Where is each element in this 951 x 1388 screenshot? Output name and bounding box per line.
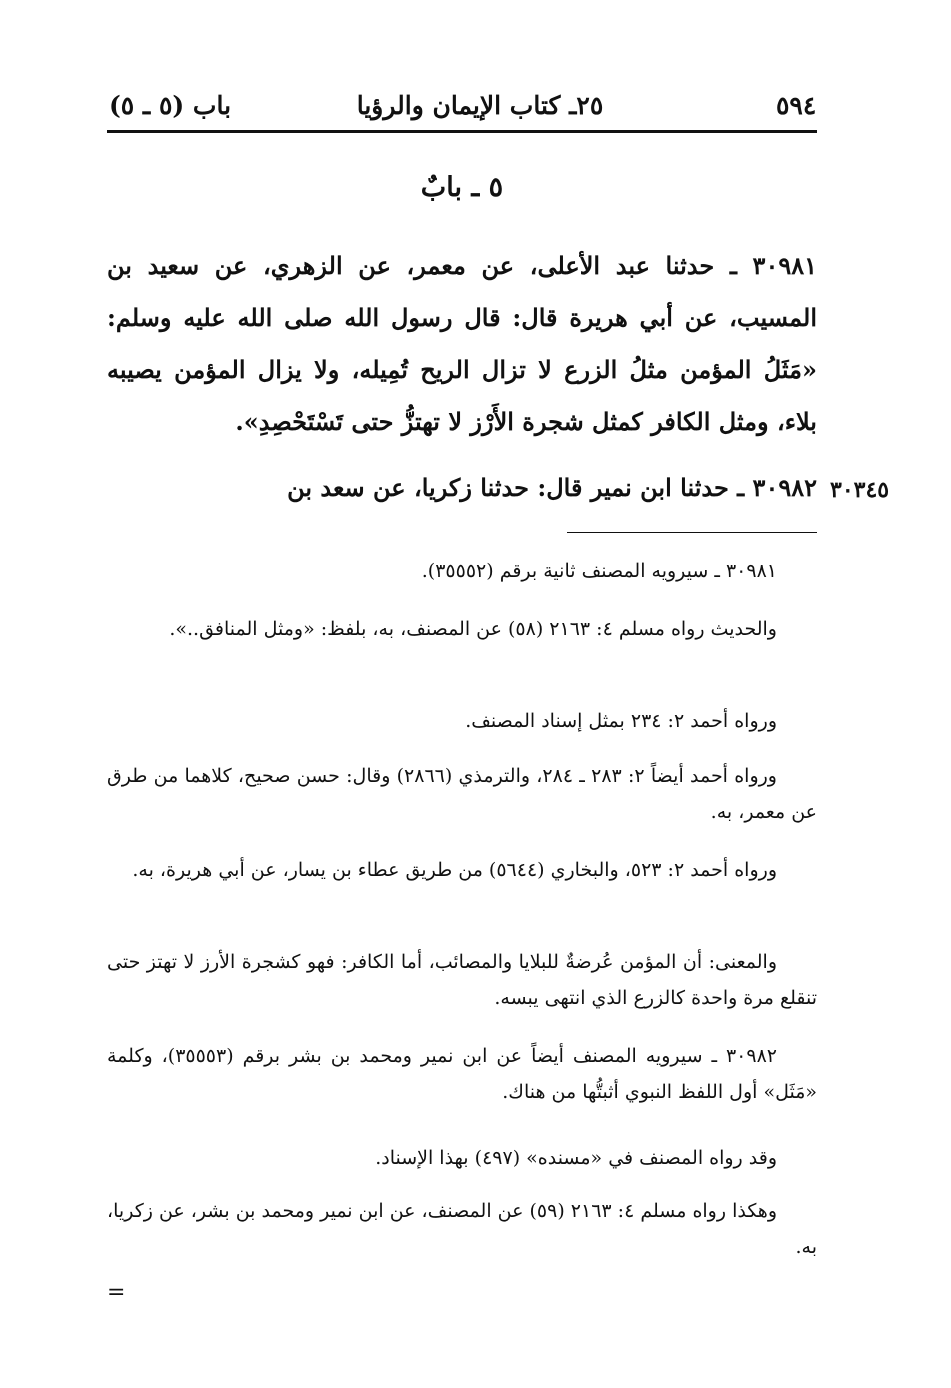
hadith-30981: ٣٠٩٨١ ـ حدثنا عبد الأعلى، عن معمر، عن الزهري، عن سعيد بن المسيب، عن أبي هريرة قال: قال رسول الله صلى الله عليه وسلم: «مَثَلُ المؤمن مثلُ الزرع لا تزال الريح تُمِيله، ولا يزال المؤمن يصيبه بلاء، ومثل الكافر كمثل شجرة الأَرْز لا تهتزُّ حتى تَسْتَحْصِدِ». bbox=[107, 251, 817, 436]
footnote-item: وهكذا رواه مسلم ٤: ٢١٦٣ (٥٩) عن المصنف، عن ابن نمير ومحمد بن بشر، عن زكريا، به. bbox=[107, 1200, 817, 1258]
footnote-item: ٣٠٩٨١ ـ سيرويه المصنف ثانية برقم (٣٥٥٥٢). bbox=[421, 560, 777, 582]
footnote-item: والحديث رواه مسلم ٤: ٢١٦٣ (٥٨) عن المصنف، به، بلفظ: «ومثل المنافق..». bbox=[169, 618, 777, 640]
page-number: ٥٩٤ bbox=[776, 91, 817, 120]
hadith-30982: ٣٠٩٨٢ ـ حدثنا ابن نمير قال: حدثنا زكريا، عن سعد بن bbox=[287, 473, 817, 502]
margin-number: ٣٠٣٤٥ bbox=[830, 477, 890, 503]
header-rule bbox=[107, 130, 817, 133]
chapter-ref: باب (٥ ـ ٥) bbox=[108, 91, 232, 120]
footnote-item: ورواه أحمد ٢: ٢٣٤ بمثل إسناد المصنف. bbox=[465, 710, 777, 732]
footnote-item: والمعنى: أن المؤمن عُرضةٌ للبلايا والمصائب، أما الكافر: فهو كشجرة الأرز لا تهتز حتى تنقلع مرة واحدة كالزرع الذي انتهى يبسه. bbox=[107, 951, 817, 1009]
footnote-rule bbox=[567, 532, 817, 533]
footnote-item: ورواه أحمد ٢: ٥٢٣، والبخاري (٥٦٤٤) من طريق عطاء بن يسار، عن أبي هريرة، به. bbox=[132, 859, 777, 881]
footnote-item: وقد رواه المصنف في «مسنده» (٤٩٧) بهذا الإسناد. bbox=[375, 1147, 777, 1169]
page-end-mark: = bbox=[107, 1280, 126, 1305]
footnote-item: ٣٠٩٨٢ ـ سيرويه المصنف أيضاً عن ابن نمير ومحمد بن بشر برقم (٣٥٥٥٣)، وكلمة «مَثَل» أول اللفظ النبوي أثبتُّها من هناك. bbox=[107, 1045, 817, 1103]
book-title: ٢٥ـ كتاب الإيمان والرؤيا bbox=[356, 91, 604, 120]
section-title: ٥ ـ بابٌ bbox=[420, 172, 504, 203]
footnote-item: ورواه أحمد أيضاً ٢: ٢٨٣ ـ ٢٨٤، والترمذي (٢٨٦٦) وقال: حسن صحيح، كلاهما من طرق عن معمر، به. bbox=[107, 765, 817, 823]
